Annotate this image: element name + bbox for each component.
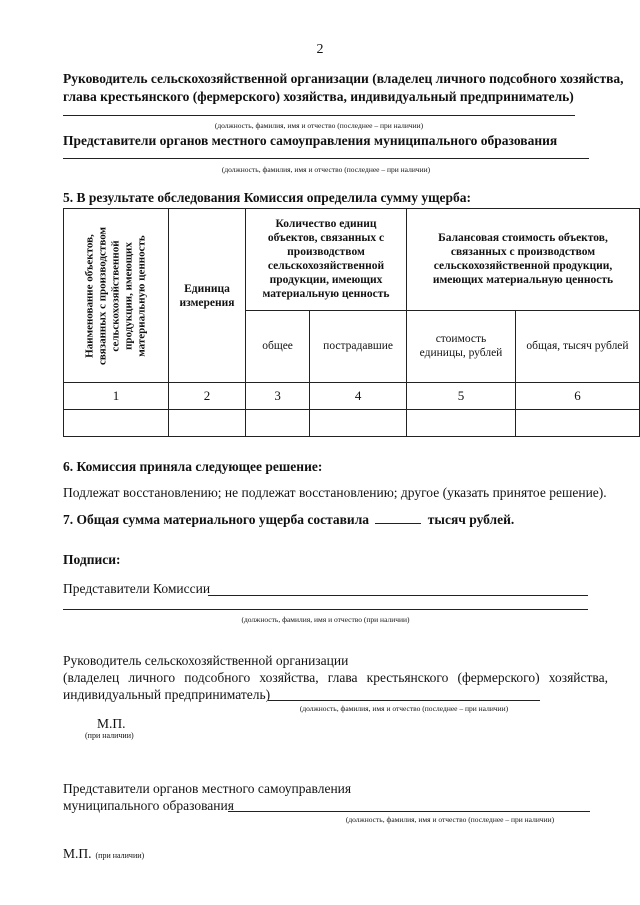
commission-signature-line-2[interactable] <box>63 609 588 610</box>
section7-text-before: 7. Общая сумма материального ущерба составила <box>63 512 370 527</box>
table-cell[interactable] <box>310 410 407 437</box>
sign-head-line2: (владелец личного подсобного хозяйства, глава крестьянского (фермерского) хозяйства, <box>63 670 608 685</box>
stamp-label-2: М.П. <box>63 846 92 861</box>
table-cell[interactable] <box>246 410 310 437</box>
reps-signature-line[interactable] <box>63 158 589 159</box>
head-signature-line[interactable] <box>63 115 575 116</box>
signatures-title: Подписи: <box>63 552 121 567</box>
table-cell[interactable] <box>516 410 640 437</box>
commission-label: Представители Комиссии <box>63 581 211 596</box>
sign-head-line3: индивидуальный предприниматель) <box>63 687 271 702</box>
column-number: 3 <box>246 383 310 410</box>
section7-text-after: тысяч рублей. <box>427 512 515 527</box>
reps-title: Представители органов местного самоуправления муниципального образования <box>63 133 558 148</box>
sub-total: общее <box>246 310 310 382</box>
sign-reps-line1: Представители органов местного самоуправления <box>63 781 352 796</box>
sub-damaged: пострадавшие <box>310 310 407 382</box>
col1-header-cell <box>64 209 169 383</box>
section7-line <box>63 511 514 528</box>
balance-header: Балансовая стоимость объектов, связанных с производством сельскохозяйственной продукции, имеющих материальную ценность <box>407 209 640 311</box>
reps-caption: (должность, фамилия, имя и отчество (последнее – при наличии) <box>221 165 431 174</box>
head-sign-line[interactable] <box>268 700 540 701</box>
head-caption: (должность, фамилия, имя и отчество (последнее – при наличии) <box>214 121 424 130</box>
reps-sign-line[interactable] <box>228 811 590 812</box>
sign-head-caption: (должность, фамилия, имя и отчество (последнее – при наличии) <box>299 704 509 713</box>
commission-caption: (должность, фамилия, имя и отчество (при наличии) <box>241 615 410 624</box>
page-number: 2 <box>316 42 324 57</box>
sign-reps-caption: (должность, фамилия, имя и отчество (последнее – при наличии) <box>345 815 555 824</box>
stamp-note-2: (при наличии) <box>95 851 145 860</box>
col2-header: Единица измерения <box>169 209 246 383</box>
column-number: 5 <box>407 383 516 410</box>
head-title-line2: глава крестьянского (фермерского) хозяйства, индивидуальный предприниматель) <box>63 89 574 104</box>
head-title-line1: Руководитель сельскохозяйственной организации (владелец личного подсобного хозяйства, <box>63 71 624 86</box>
column-number-row <box>64 383 640 410</box>
column-number: 1 <box>64 383 169 410</box>
stamp-label: М.П. <box>97 716 126 731</box>
quantity-header: Количество единиц объектов, связанных с производством сельскохозяйственной продукции, имеющих материальную ценность <box>246 209 407 311</box>
decision-text: Подлежат восстановлению; не подлежат восстановлению; другое (указать принятое решение). <box>63 485 607 500</box>
table-cell[interactable] <box>64 410 169 437</box>
col1-header: Наименование объектов, связанных с производством сельскохозяйственной продукции, имеющих материальную ценность <box>83 226 148 365</box>
head-title <box>63 70 623 106</box>
stamp-2 <box>63 845 144 863</box>
sub-total-cost: общая, тысяч рублей <box>516 310 640 382</box>
commission-signature-line[interactable] <box>208 595 588 596</box>
section5-title: 5. В результате обследования Комиссия определила сумму ущерба: <box>63 190 472 205</box>
column-number: 2 <box>169 383 246 410</box>
sub-unit-cost: стоимость единицы, рублей <box>407 310 516 382</box>
section6-title: 6. Комиссия приняла следующее решение: <box>63 459 323 474</box>
column-number: 4 <box>310 383 407 410</box>
sign-reps-line2: муниципального образования <box>63 798 234 813</box>
table-cell[interactable] <box>407 410 516 437</box>
table-cell[interactable] <box>169 410 246 437</box>
table-row[interactable] <box>64 410 640 437</box>
sign-head-line1: Руководитель сельскохозяйственной организации <box>63 653 349 668</box>
damage-table <box>63 208 640 437</box>
column-number: 6 <box>516 383 640 410</box>
damage-sum-field[interactable] <box>375 511 421 524</box>
stamp-note: (при наличии) <box>85 731 134 740</box>
